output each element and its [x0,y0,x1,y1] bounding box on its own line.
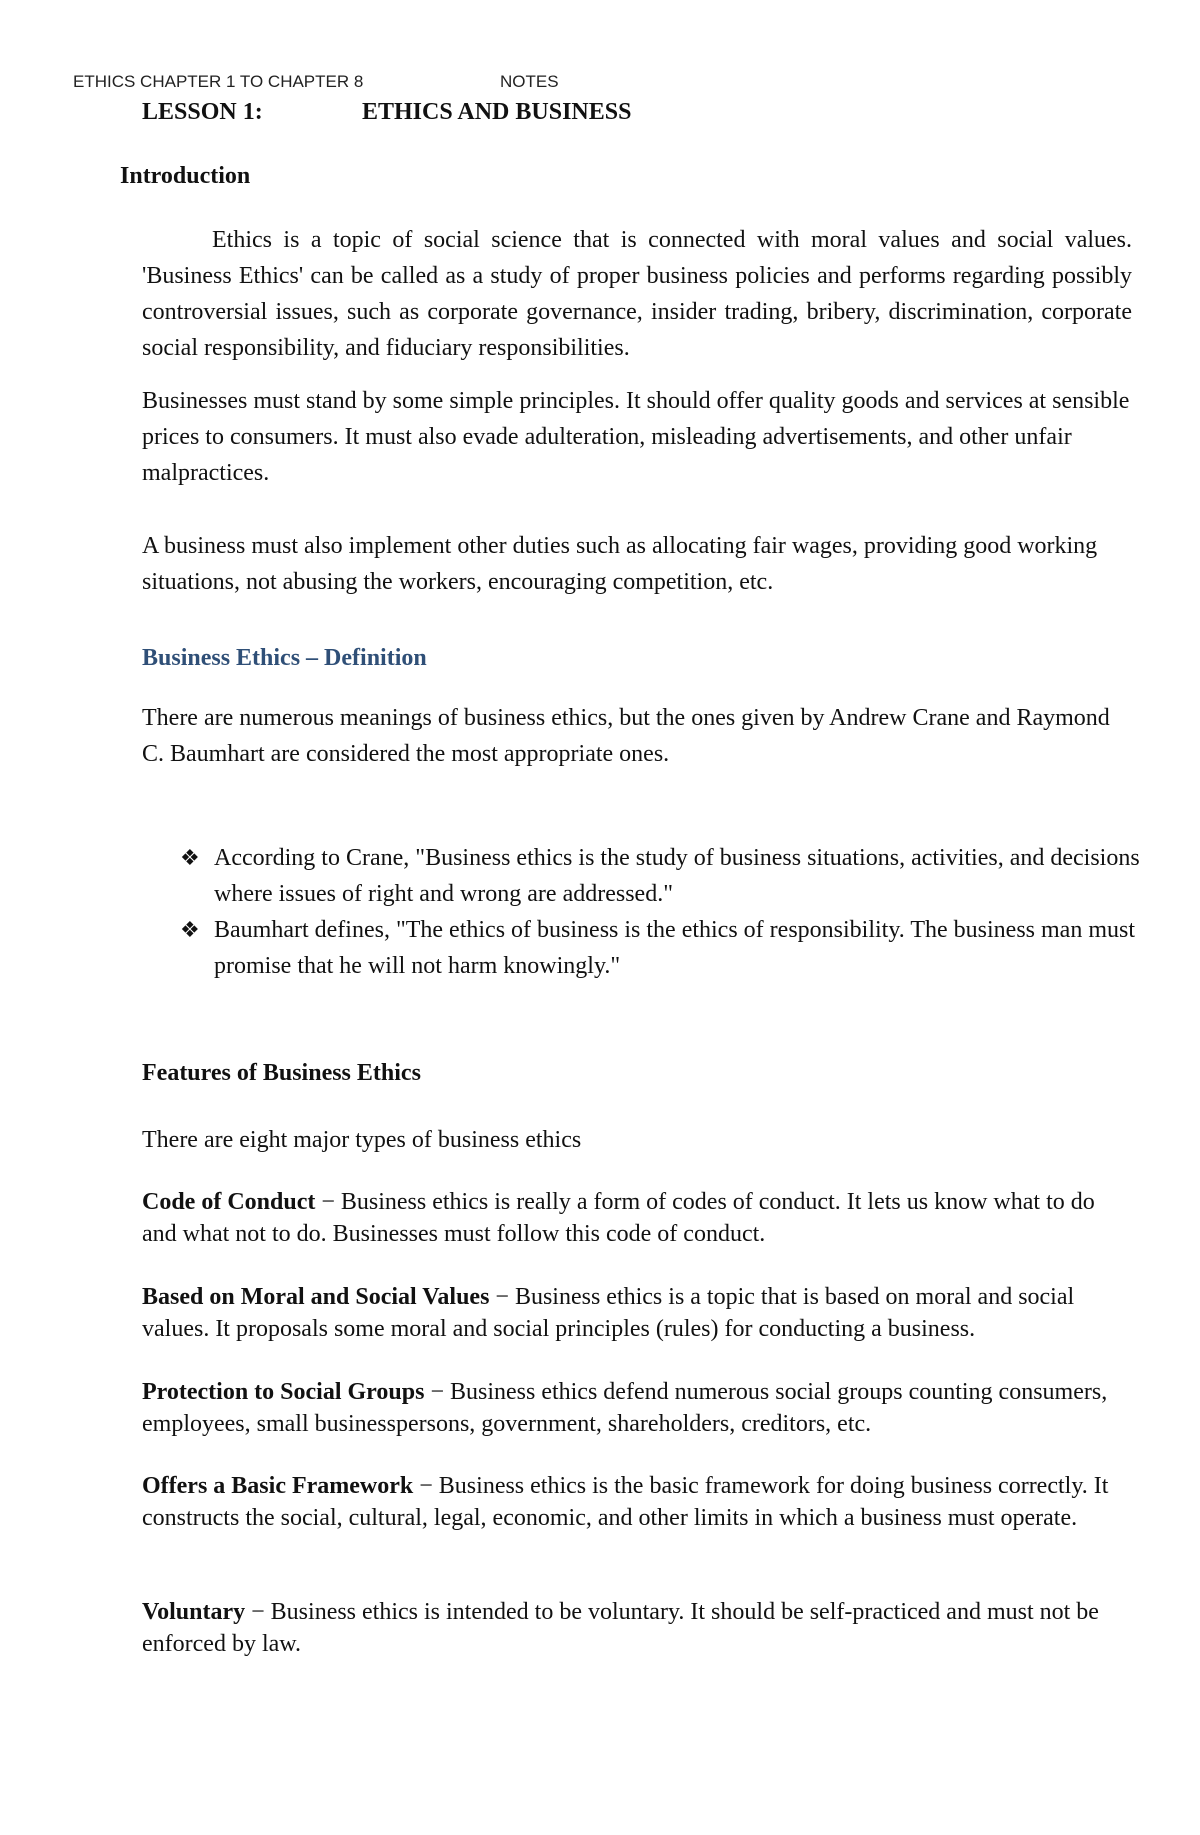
diamond-bullet-icon: ❖ [180,917,200,942]
definition-bullet-list [180,840,1140,984]
feature-text: − Business ethics defend numerous social groups counting consumers, employees, small businesspersons, government, shareholders, creditors, etc. [142,1379,1108,1437]
feature-item [142,1281,1132,1345]
introduction-paragraph-3: A business must also implement other duties such as allocating fair wages, providing good working situations, not abusing the workers, encouraging competition, etc. [142,533,1098,595]
definition-paragraph: There are numerous meanings of business ethics, but the ones given by Andrew Crane and Raymond C. Baumhart are considered the most appropriate ones. [142,705,1110,767]
document-header-title: ETHICS CHAPTER 1 TO CHAPTER 8 [73,72,364,91]
bullet-text: Baumhart defines, "The ethics of business is the ethics of responsibility. The business man must promise that he will not harm knowingly." [214,917,1135,979]
feature-term: Voluntary [142,1599,246,1625]
document-header-notes: NOTES [500,72,559,91]
list-item [180,912,1140,984]
bullet-text: According to Crane, "Business ethics is the study of business situations, activities, and decisions where issues of right and wrong are addressed." [214,845,1140,907]
introduction-paragraph-1: Ethics is a topic of social science that is connected with moral values and social values. 'Business Ethics' can be called as a study of proper business policies and performs regarding possibly controversial issues, such as corporate governance, insider trading, bribery, discrimination, corporate social responsibility, and fiduciary responsibilities. [142,227,1132,361]
definition-heading: Business Ethics – Definition [142,645,427,671]
introduction-heading: Introduction [120,163,251,189]
feature-term: Offers a Basic Framework [142,1473,414,1499]
feature-text: − Business ethics is the basic framework for doing business correctly. It constructs the social, cultural, legal, economic, and other limits in which a business must operate. [142,1473,1109,1531]
feature-term: Based on Moral and Social Values [142,1284,490,1310]
feature-item [142,1186,1132,1250]
feature-item [142,1376,1132,1440]
features-heading: Features of Business Ethics [142,1060,421,1086]
introduction-paragraph-2: Businesses must stand by some simple principles. It should offer quality goods and services at sensible prices to consumers. It must also evade adulteration, misleading advertisements, and other unfair malpractices. [142,388,1130,486]
feature-text: − Business ethics is really a form of codes of conduct. It lets us know what to do and what not to do. Businesses must follow this code of conduct. [142,1189,1095,1247]
lesson-title: ETHICS AND BUSINESS [362,99,632,125]
feature-term: Code of Conduct [142,1189,316,1215]
diamond-bullet-icon: ❖ [180,845,200,870]
feature-term: Protection to Social Groups [142,1379,425,1405]
feature-text: − Business ethics is intended to be voluntary. It should be self-practiced and must not be enforced by law. [142,1599,1099,1657]
feature-item [142,1470,1132,1534]
feature-text: − Business ethics is a topic that is based on moral and social values. It proposals some moral and social principles (rules) for conducting a business. [142,1284,1075,1342]
feature-item [142,1596,1132,1660]
features-intro: There are eight major types of business ethics [142,1127,582,1153]
list-item [180,840,1140,912]
lesson-number: LESSON 1: [142,99,263,125]
